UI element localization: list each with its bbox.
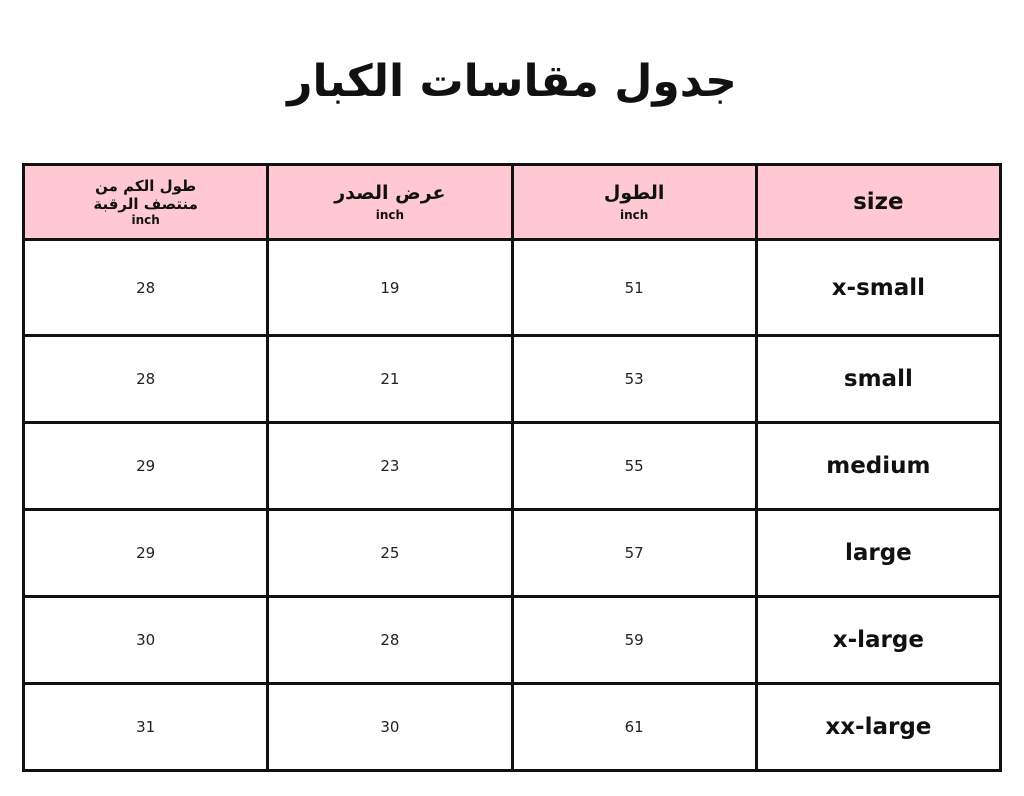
cell-chest: 25 xyxy=(268,510,512,597)
cell-chest: 28 xyxy=(268,597,512,684)
cell-size: x-small xyxy=(756,240,1000,336)
cell-sleeve: 29 xyxy=(24,510,268,597)
cell-size: x-large xyxy=(756,597,1000,684)
header-size xyxy=(756,165,1000,240)
cell-chest: 21 xyxy=(268,336,512,423)
cell-size: large xyxy=(756,510,1000,597)
cell-length: 59 xyxy=(512,597,756,684)
cell-sleeve: 31 xyxy=(24,684,268,771)
header-size-label: size xyxy=(853,189,904,215)
table-header-row xyxy=(24,165,1001,240)
cell-chest: 30 xyxy=(268,684,512,771)
cell-chest: 23 xyxy=(268,423,512,510)
header-sleeve-label: طول الكم من منتصف الرقبة xyxy=(93,177,198,213)
header-sleeve-length xyxy=(24,165,268,240)
page-title: جدول مقاسات الكبار xyxy=(287,56,737,107)
cell-length: 53 xyxy=(512,336,756,423)
cell-length: 61 xyxy=(512,684,756,771)
header-length xyxy=(512,165,756,240)
cell-length: 51 xyxy=(512,240,756,336)
table-row xyxy=(24,240,1001,336)
header-length-label: الطول xyxy=(603,182,665,204)
cell-size: small xyxy=(756,336,1000,423)
cell-sleeve: 28 xyxy=(24,240,268,336)
cell-length: 55 xyxy=(512,423,756,510)
cell-size: medium xyxy=(756,423,1000,510)
cell-length: 57 xyxy=(512,510,756,597)
header-chest-label: عرض الصدر xyxy=(334,182,446,204)
table-row xyxy=(24,336,1001,423)
cell-sleeve: 29 xyxy=(24,423,268,510)
table-row xyxy=(24,423,1001,510)
table-row xyxy=(24,510,1001,597)
header-sleeve-unit: inch xyxy=(131,213,160,227)
table-row xyxy=(24,597,1001,684)
cell-sleeve: 28 xyxy=(24,336,268,423)
table-row xyxy=(24,684,1001,771)
cell-chest: 19 xyxy=(268,240,512,336)
header-chest-unit: inch xyxy=(375,208,405,222)
header-chest-width xyxy=(268,165,512,240)
cell-sleeve: 30 xyxy=(24,597,268,684)
header-length-unit: inch xyxy=(619,208,649,222)
size-chart-table xyxy=(22,163,1002,772)
cell-size: xx-large xyxy=(756,684,1000,771)
